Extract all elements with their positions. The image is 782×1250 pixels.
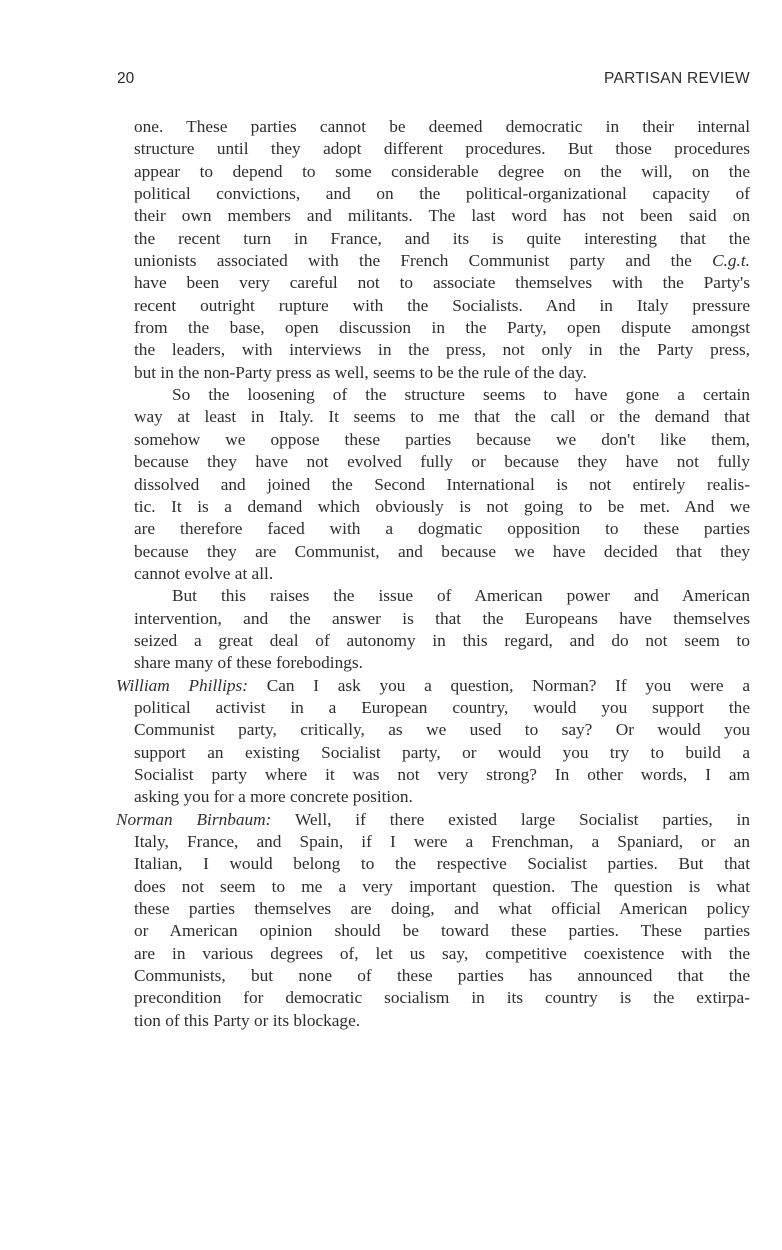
text-line: So the loosening of the structure seems to have gone a certain: [172, 385, 750, 405]
page-header: [117, 70, 750, 92]
text-line: tic. It is a demand which obviously is not going to be met. And we: [134, 496, 750, 516]
text-line: somehow we oppose these parties because we don't like them,: [134, 429, 750, 449]
text-line: because they have not evolved fully or because they have not fully: [134, 452, 750, 472]
text-line: recent outright rupture with the Socialists. And in Italy pressure: [134, 295, 750, 315]
text-line: Communist party, critically, as we used to say? Or would you: [134, 720, 750, 740]
speaker-paragraph: [116, 809, 750, 1032]
speaker-name: William Phillips:: [116, 675, 249, 695]
body-text: [116, 116, 750, 1032]
text-line: way at least in Italy. It seems to me that the call or the demand that: [134, 407, 750, 427]
text-line: cannot evolve at all.: [134, 563, 274, 583]
text-line: intervention, and the answer is that the Europeans have themselves: [134, 608, 750, 628]
running-head: PARTISAN REVIEW: [603, 70, 750, 87]
abbreviation: C.g.t.: [712, 251, 750, 271]
text-line: because they are Communist, and because we have decided that they: [134, 541, 750, 561]
text-line: one. These parties cannot be deemed democratic in their internal: [134, 117, 750, 136]
paragraph: [116, 116, 750, 384]
text-line: are therefore faced with a dogmatic opposition to these parties: [134, 519, 750, 539]
text-line: their own members and militants. The last word has not been said on: [134, 206, 750, 226]
text-line: have been very careful not to associate themselves with the Party's: [134, 273, 750, 293]
text-line: support an existing Socialist party, or would you try to build a: [134, 742, 750, 762]
text-line: Communists, but none of these parties has announced that the: [134, 966, 750, 986]
paragraph: [116, 585, 750, 674]
speaker-paragraph: [116, 675, 750, 809]
text-line: political activist in a European country, would you support the: [134, 697, 750, 717]
text-line: Italy, France, and Spain, if I were a Frenchman, a Spaniard, or an: [134, 832, 750, 851]
text-line: these parties themselves are doing, and what official American policy: [134, 899, 750, 919]
text-line: political convictions, and on the political-organizational capacity of: [134, 184, 750, 204]
text-line: But this raises the issue of American power and American: [172, 586, 750, 606]
text-line: precondition for democratic socialism in its country is the extirpa-: [134, 988, 750, 1008]
text-line: unionists associated with the French Communist party and the C.g.t.: [134, 251, 750, 271]
text-line: the recent turn in France, and its is quite interesting that the: [134, 228, 750, 248]
text-line: Socialist party where it was not very strong? In other words, I am: [134, 764, 750, 784]
text-line: [116, 675, 750, 697]
page-number: 20: [117, 70, 135, 87]
text-line: [116, 809, 750, 831]
text-line: seized a great deal of autonomy in this regard, and do not seem to: [134, 630, 750, 650]
text-line: structure until they adopt different procedures. But those procedures: [134, 139, 750, 159]
text-line: the leaders, with interviews in the press, not only in the Party press,: [134, 340, 750, 360]
text-line: from the base, open discussion in the Party, open dispute amongst: [134, 318, 750, 338]
text-line: tion of this Party or its blockage.: [134, 1010, 361, 1030]
text-line: but in the non-Party press as well, seems to be the rule of the day.: [134, 362, 587, 382]
text-line: or American opinion should be toward these parties. These parties: [134, 921, 750, 941]
text-line: asking you for a more concrete position.: [134, 787, 413, 807]
text-line: appear to depend to some considerable degree on the will, on the: [134, 161, 750, 181]
speech-text: Well, if there existed large Socialist parties, in: [294, 809, 750, 829]
text-line: are in various degrees of, let us say, competitive coexistence with the: [134, 943, 750, 963]
text-line: dissolved and joined the Second International is not entirely realis-: [134, 474, 750, 494]
text-line: Italian, I would belong to the respective Socialist parties. But that: [134, 854, 750, 874]
text-line: does not seem to me a very important question. The question is what: [134, 876, 750, 896]
speaker-name: Norman Birnbaum:: [116, 809, 272, 829]
speech-text: Can I ask you a question, Norman? If you were a: [266, 675, 750, 695]
text-line: share many of these forebodings.: [134, 653, 363, 673]
paragraph: [116, 384, 750, 585]
